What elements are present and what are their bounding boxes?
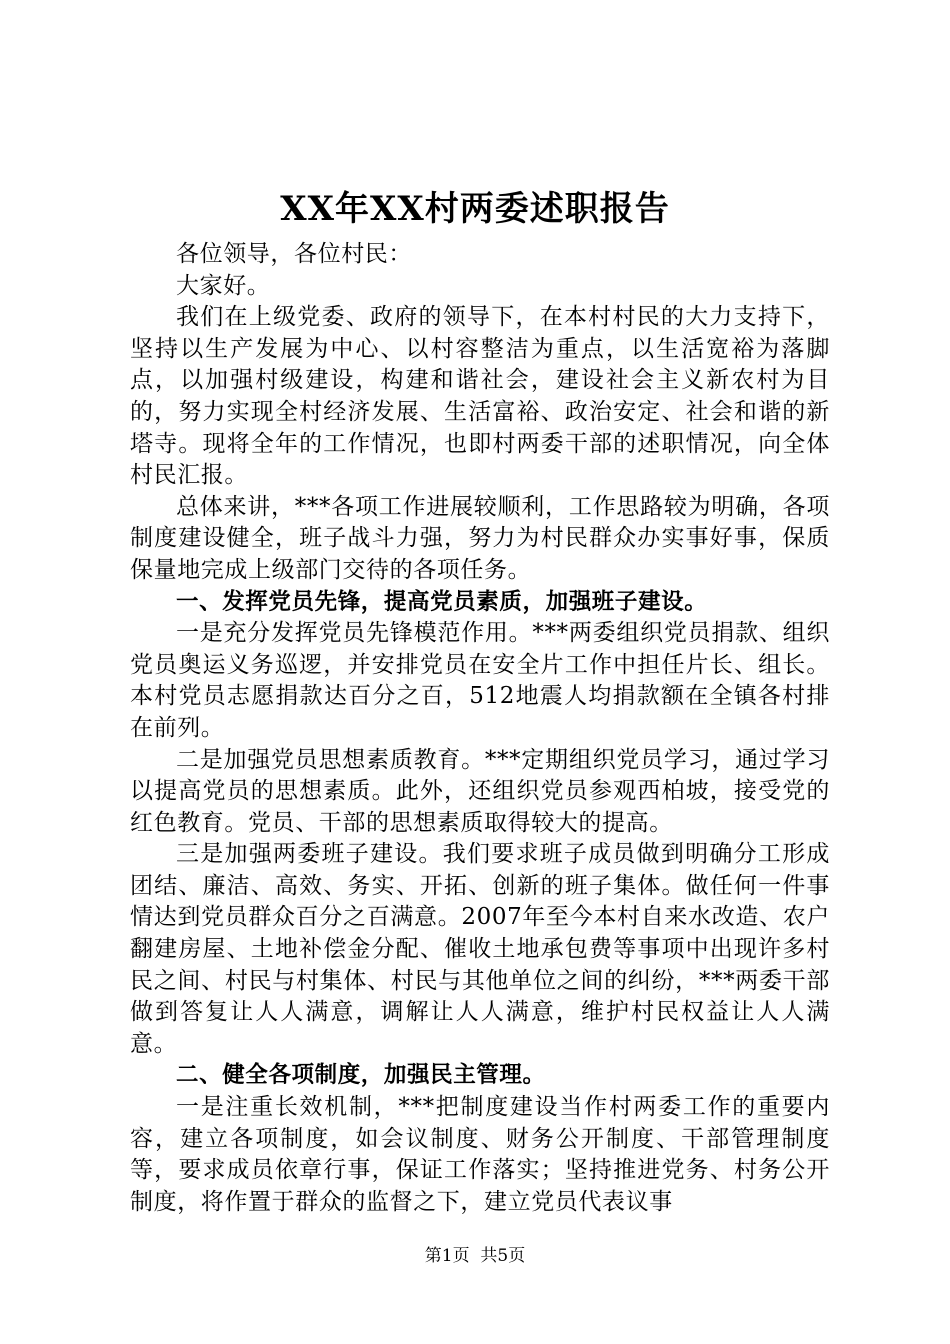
- salutation: 各位领导，各位村民：: [176, 241, 412, 267]
- paragraph-summary: 总体来讲，***各项工作进展较顺利，工作思路较为明确，各项制度建设健全，班子战斗力强，努力为村民群众办实事好事，保质保量地完成上级部门交待的各项任务。: [130, 493, 830, 583]
- paragraph-item-1: 一是充分发挥党员先锋模范作用。***两委组织党员捐款、组织党员奥运义务巡逻，并安排党员在安全片工作中担任片长、组长。本村党员志愿捐款达百分之百，512地震人均捐款额在全镇各村排在前列。: [130, 620, 830, 741]
- section-heading-2: 二、健全各项制度，加强民主管理。: [176, 1062, 546, 1089]
- document-title: XX年XX村两委述职报告: [280, 189, 670, 229]
- paragraph-item-3: 三是加强两委班子建设。我们要求班子成员做到明确分工形成团结、廉洁、高效、务实、开拓、创新的班子集体。做任何一件事情达到党员群众百分之百满意。2007年至今本村自来水改造、农户翻建房屋、土地补偿金分配、催收土地承包费等事项中出现许多村民之间、村民与村集体、村民与其他单位之间的纠纷，***两委干部做到答复让人人满意，调解让人人满意，维护村民权益让人人满意。: [130, 841, 830, 1057]
- paragraph-item-4: 一是注重长效机制，***把制度建设当作村两委工作的重要内容，建立各项制度，如会议制度、财务公开制度、干部管理制度等，要求成员依章行事，保证工作落实；坚持推进党务、村务公开制度，将作置于群众的监督之下，建立党员代表议事: [130, 1094, 830, 1215]
- page-footer: [0, 1244, 950, 1268]
- section-heading-1: 一、发挥党员先锋，提高党员素质，加强班子建设。: [176, 588, 708, 615]
- document-body: [130, 239, 830, 1218]
- paragraph-item-2: 二是加强党员思想素质教育。***定期组织党员学习，通过学习以提高党员的思想素质。此外，还组织党员参观西柏坡，接受党的红色教育。党员、干部的思想素质取得较大的提高。: [130, 746, 830, 836]
- greeting: 大家好。: [176, 272, 271, 299]
- page-total: 共5页: [480, 1246, 526, 1266]
- page-number: 第1页: [424, 1246, 470, 1266]
- paragraph-intro: 我们在上级党委、政府的领导下，在本村村民的大力支持下，坚持以生产发展为中心、以村容整洁为重点，以生活宽裕为落脚点，以加强村级建设，构建和谐社会，建设社会主义新农村为目的，努力实现全村经济发展、生活富裕、政治安定、社会和谐的新塔寺。现将全年的工作情况，也即村两委干部的述职情况，向全体村民汇报。: [130, 304, 830, 489]
